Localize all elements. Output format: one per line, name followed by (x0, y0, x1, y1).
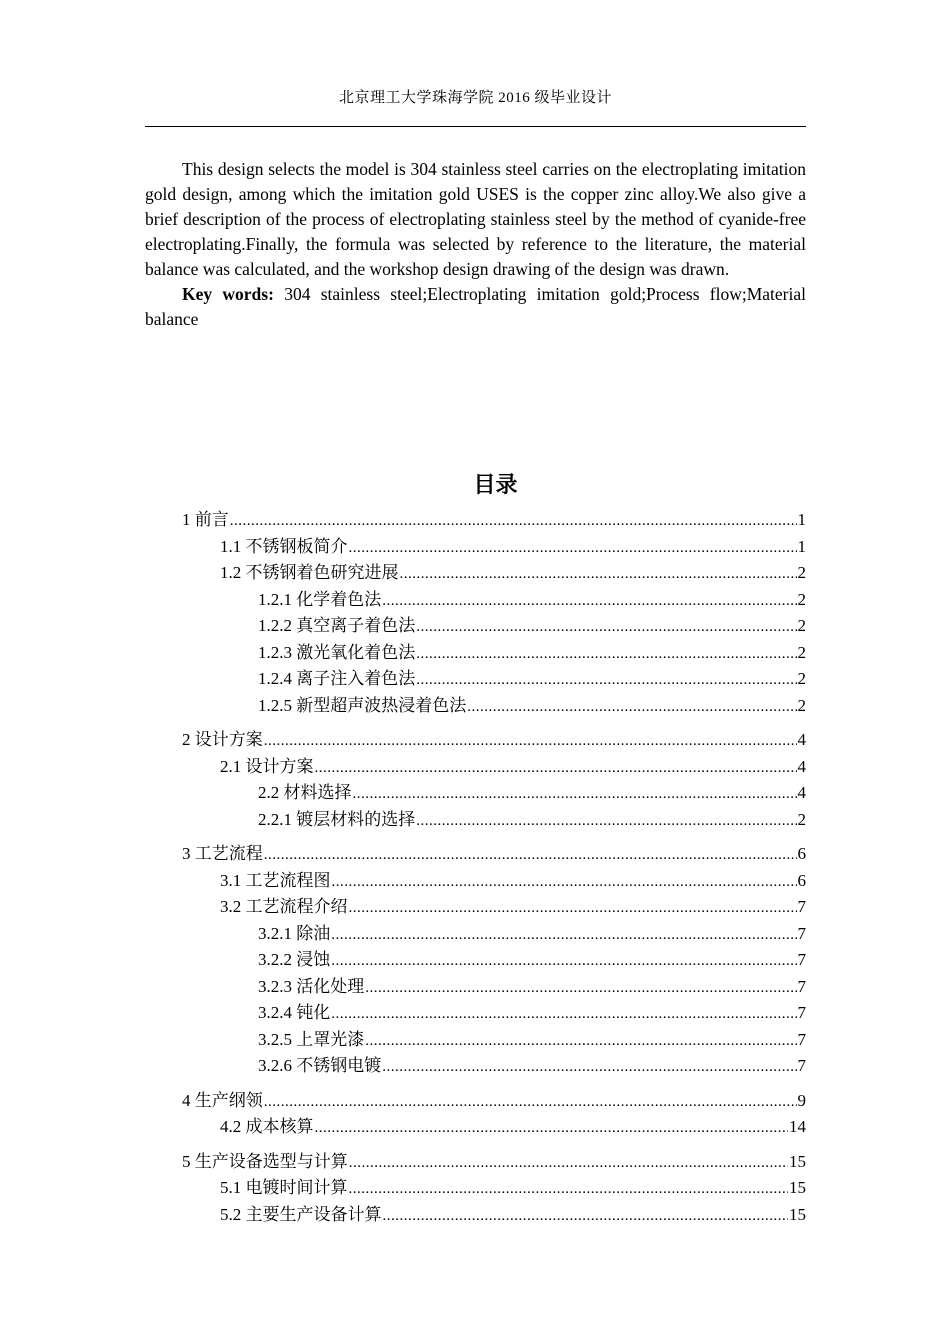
page-header: 北京理工大学珠海学院 2016 级毕业设计 (338, 90, 612, 106)
toc-entry[interactable] (182, 921, 806, 948)
toc-entry-label: 4.2 成本核算 (220, 1117, 314, 1136)
toc-dot-leader (332, 869, 797, 896)
toc-dot-leader (230, 508, 797, 535)
toc-entry-page: 7 (797, 1003, 806, 1022)
toc-entry-label: 2.1 设计方案 (220, 756, 314, 776)
toc-entry-label: 3 工艺流程 (182, 844, 263, 863)
toc-dot-leader (382, 1054, 796, 1081)
toc-dot-leader (331, 922, 796, 949)
toc-dot-leader (349, 1150, 788, 1177)
toc-dot-leader (353, 781, 797, 808)
toc-dot-leader (416, 614, 796, 641)
toc-entry-label: 3.2 工艺流程介绍 (220, 897, 348, 916)
toc-entry[interactable] (182, 1000, 806, 1027)
toc-entry-page: 6 (797, 844, 806, 863)
table-of-contents (182, 507, 806, 1228)
toc-entry-page: 6 (797, 870, 806, 890)
toc-entry-page: 7 (797, 950, 806, 969)
toc-dot-leader (365, 1028, 796, 1055)
toc-entry-label: 3.2.5 上罩光漆 (258, 1029, 365, 1049)
toc-dot-leader (416, 667, 796, 694)
toc-entry-page: 1 (797, 510, 806, 529)
toc-entry[interactable] (182, 754, 806, 781)
toc-entry-page: 14 (789, 1117, 806, 1136)
toc-entry-page: 2 (797, 589, 806, 609)
keywords-text: 304 stainless steel;Electroplating imitation gold;Process flow;Material balance (145, 284, 807, 329)
toc-title: 目录 (473, 473, 518, 498)
toc-entry[interactable] (182, 1114, 806, 1141)
toc-entry[interactable] (182, 534, 806, 561)
toc-entry-page: 2 (797, 563, 806, 582)
toc-entry[interactable] (182, 780, 806, 807)
toc-entry[interactable] (182, 1053, 806, 1080)
toc-dot-leader (349, 1176, 789, 1203)
toc-entry[interactable] (182, 894, 806, 921)
toc-entry-label: 5.1 电镀时间计算 (220, 1178, 348, 1197)
toc-entry-label: 4 生产纲领 (182, 1090, 263, 1110)
toc-entry[interactable] (182, 560, 806, 587)
toc-entry-page: 7 (797, 976, 806, 996)
toc-entry-page: 7 (797, 897, 806, 916)
toc-entry-label: 1.2.5 新型超声波热浸着色法 (258, 695, 467, 715)
toc-entry[interactable] (182, 947, 806, 974)
toc-entry-label: 2.2.1 镀层材料的选择 (258, 809, 416, 829)
toc-entry[interactable] (182, 1088, 806, 1115)
toc-entry-label: 1 前言 (182, 510, 229, 529)
toc-entry-page: 4 (797, 783, 806, 802)
toc-dot-leader (349, 535, 797, 562)
toc-dot-leader (331, 1001, 796, 1028)
toc-entry-label: 3.2.1 除油 (258, 923, 331, 943)
toc-entry-label: 1.2 不锈钢着色研究进展 (220, 563, 399, 582)
toc-entry[interactable] (182, 640, 806, 667)
toc-entry-label: 2.2 材料选择 (258, 783, 352, 802)
toc-dot-leader (264, 842, 797, 869)
toc-entry-page: 4 (797, 730, 806, 749)
toc-dot-leader (315, 1115, 789, 1142)
toc-dot-leader (382, 588, 796, 615)
toc-entry[interactable] (182, 1027, 806, 1054)
toc-entry-label: 1.2.2 真空离子着色法 (258, 616, 416, 635)
toc-entry-label: 3.2.4 钝化 (258, 1003, 331, 1022)
toc-entry[interactable] (182, 841, 806, 868)
toc-entry-page: 2 (797, 642, 806, 662)
toc-entry-page: 2 (797, 809, 806, 829)
toc-entry[interactable] (182, 1175, 806, 1202)
toc-entry-label: 3.2.3 活化处理 (258, 976, 365, 996)
toc-entry-label: 5.2 主要生产设备计算 (220, 1204, 382, 1224)
toc-dot-leader (331, 948, 796, 975)
toc-entry-page: 1 (797, 536, 806, 556)
toc-dot-leader (383, 1203, 789, 1230)
toc-entry-page: 9 (797, 1090, 806, 1110)
toc-entry-page: 15 (789, 1151, 806, 1171)
toc-entry[interactable] (182, 666, 806, 693)
toc-entry-label: 1.1 不锈钢板简介 (220, 536, 348, 556)
toc-entry-label: 3.1 工艺流程图 (220, 870, 331, 890)
keywords-line (145, 282, 806, 332)
toc-entry-page: 15 (789, 1178, 806, 1197)
toc-entry[interactable] (182, 693, 806, 720)
toc-dot-leader (365, 975, 796, 1002)
toc-dot-leader (315, 755, 797, 782)
toc-entry[interactable] (182, 507, 806, 534)
toc-entry[interactable] (182, 727, 806, 754)
toc-entry-label: 3.2.2 浸蚀 (258, 950, 331, 969)
toc-entry[interactable] (182, 587, 806, 614)
toc-dot-leader (264, 1089, 797, 1116)
toc-entry-page: 2 (797, 695, 806, 715)
toc-entry-page: 7 (797, 1029, 806, 1049)
abstract-body: This design selects the model is 304 stainless steel carries on the electroplating imitation gold design, among which the imitation gold USES is the copper zinc alloy.We also give a brief description of the process of electroplating stainless steel by the method of cyanide-free electroplating.Finally, the formula was selected by reference to the literature, the material balance was calculated, and the workshop design drawing of the design was drawn. (145, 159, 806, 279)
toc-dot-leader (467, 694, 796, 721)
toc-entry-label: 2 设计方案 (182, 730, 263, 749)
toc-entry-label: 1.2.3 激光氧化着色法 (258, 642, 416, 662)
toc-entry-page: 4 (797, 756, 806, 776)
toc-entry-page: 15 (789, 1204, 806, 1224)
abstract-section (145, 157, 806, 332)
keywords-label: Key words: (182, 284, 274, 304)
header-divider (145, 126, 806, 127)
toc-dot-leader (416, 641, 796, 668)
toc-entry-page: 2 (797, 616, 806, 635)
toc-entry-label: 3.2.6 不锈钢电镀 (258, 1056, 382, 1075)
toc-entry[interactable] (182, 1149, 806, 1176)
toc-entry[interactable] (182, 613, 806, 640)
toc-entry-label: 5 生产设备选型与计算 (182, 1151, 348, 1171)
toc-entry-label: 1.2.1 化学着色法 (258, 589, 382, 609)
toc-entry[interactable] (182, 807, 806, 834)
toc-dot-leader (400, 561, 797, 588)
toc-dot-leader (416, 808, 796, 835)
toc-entry-page: 7 (797, 1056, 806, 1075)
toc-entry-page: 2 (797, 669, 806, 688)
toc-entry[interactable] (182, 1202, 806, 1229)
toc-entry-label: 1.2.4 离子注入着色法 (258, 669, 416, 688)
toc-entry-page: 7 (797, 923, 806, 943)
toc-dot-leader (264, 728, 797, 755)
toc-entry[interactable] (182, 974, 806, 1001)
toc-entry[interactable] (182, 868, 806, 895)
toc-dot-leader (349, 895, 797, 922)
